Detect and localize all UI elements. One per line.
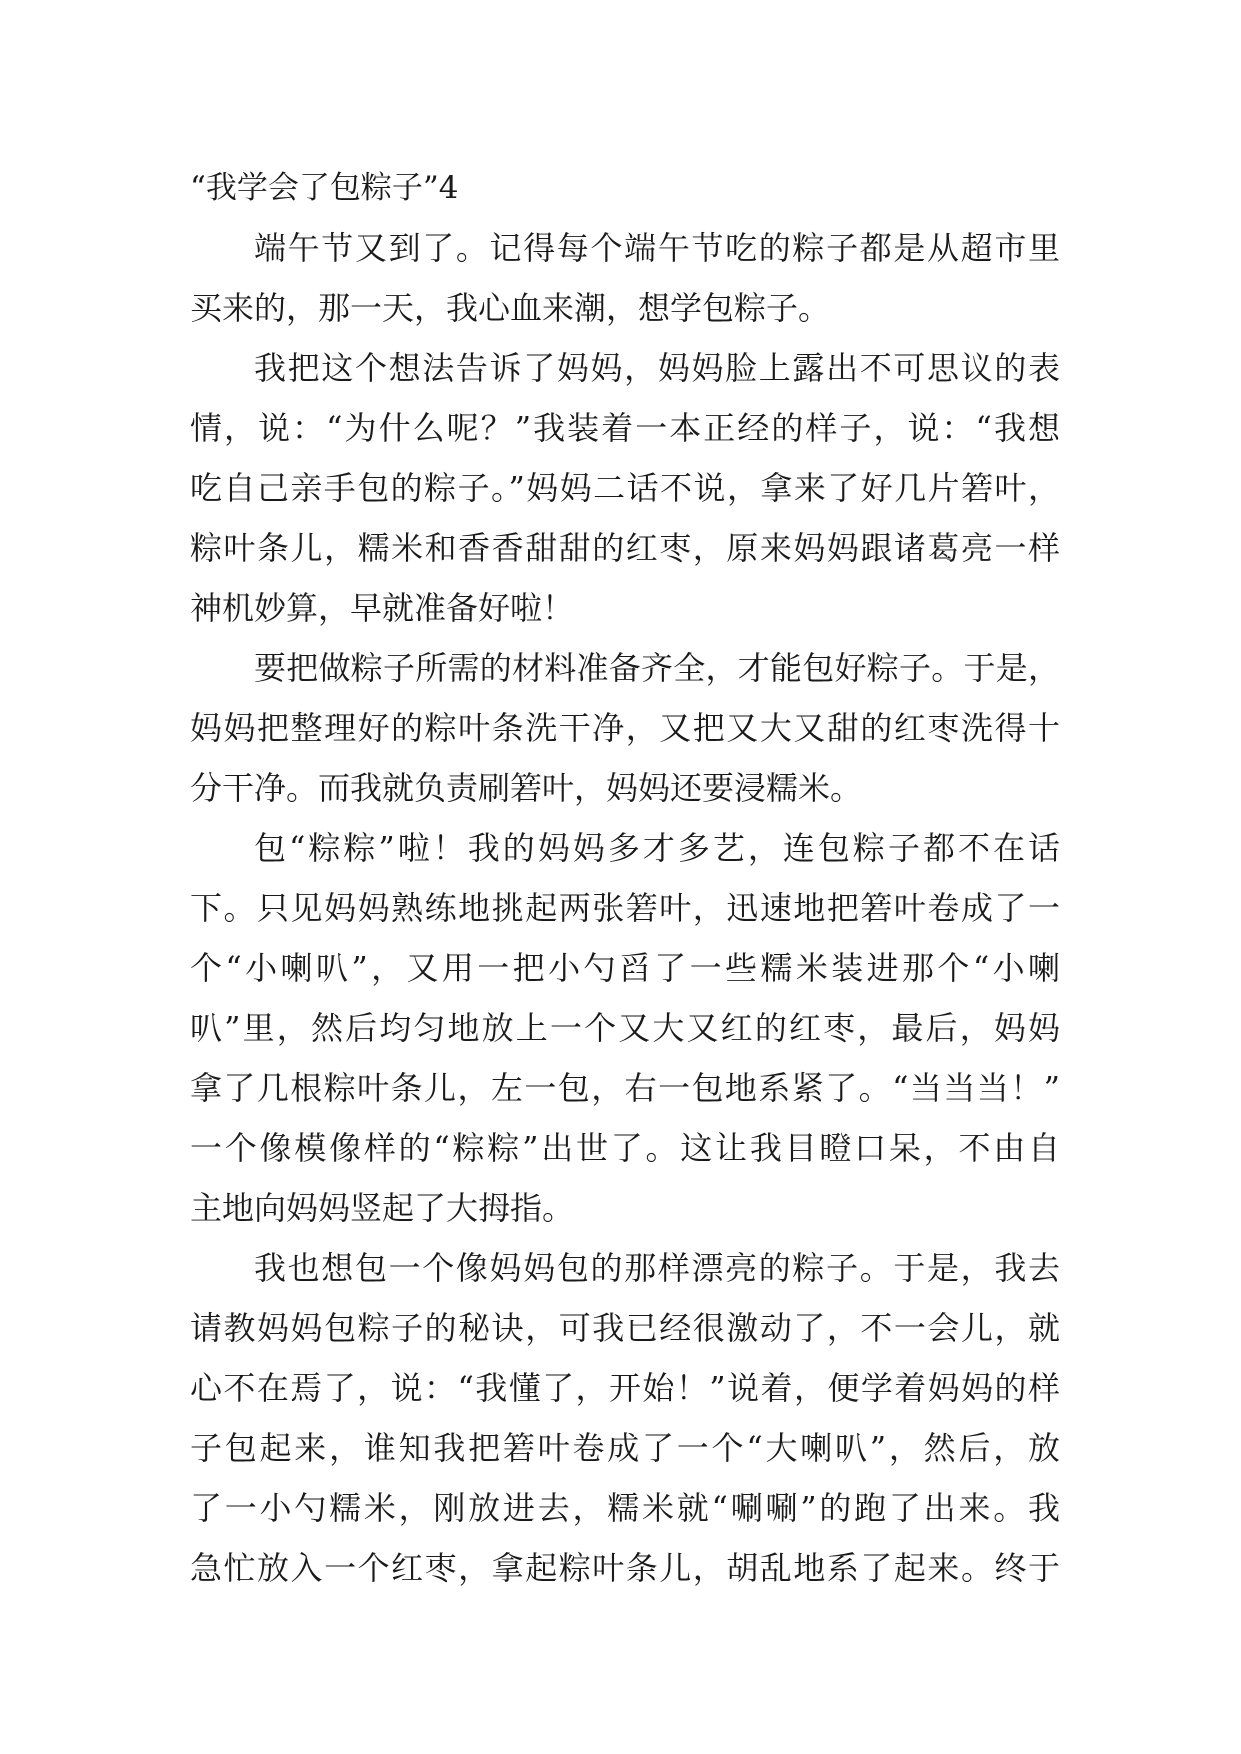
paragraph	[190, 638, 1060, 818]
document-title: “我学会了包粽子”4	[190, 170, 459, 206]
paragraph-line: 要把做粽子所需的材料准备齐全，才能包好粽子。于是，	[254, 649, 1060, 687]
paragraph-line: 急忙放入一个红枣，拿起粽叶条儿，胡乱地系了起来。终于	[190, 1549, 1060, 1587]
paragraph-line: 我把这个想法告诉了妈妈，妈妈脸上露出不可思议的表	[254, 349, 1060, 387]
paragraph	[190, 338, 1060, 638]
paragraph-line: 粽叶条儿，糯米和香香甜甜的红枣，原来妈妈跟诸葛亮一样	[190, 529, 1060, 567]
paragraph-line: 拿了几根粽叶条儿，左一包，右一包地系紧了。“当当当！”	[190, 1069, 1060, 1107]
paragraph-line: 包“粽粽”啦！我的妈妈多才多艺，连包粽子都不在话	[254, 829, 1060, 867]
paragraph	[190, 218, 1060, 338]
document-body	[190, 158, 1060, 1598]
paragraph-line: 情，说：“为什么呢？”我装着一本正经的样子，说：“我想	[190, 409, 1060, 447]
paragraph-line: 一个像模像样的“粽粽”出世了。这让我目瞪口呆，不由自	[190, 1129, 1060, 1167]
paragraph-line: 吃自己亲手包的粽子。”妈妈二话不说，拿来了好几片箬叶，	[190, 469, 1060, 507]
paragraph-line: 神机妙算，早就准备好啦！	[190, 589, 575, 627]
paragraph	[190, 1238, 1060, 1598]
paragraph-line: 主地向妈妈竖起了大拇指。	[190, 1189, 575, 1227]
paragraph-line: 子包起来，谁知我把箬叶卷成了一个“大喇叭”，然后，放	[190, 1429, 1060, 1467]
paragraph-line: 妈妈把整理好的粽叶条洗干净，又把又大又甜的红枣洗得十	[190, 709, 1060, 747]
paragraph-line: 买来的，那一天，我心血来潮，想学包粽子。	[190, 289, 831, 327]
paragraph	[190, 818, 1060, 1238]
paragraph-line: 下。只见妈妈熟练地挑起两张箬叶，迅速地把箬叶卷成了一	[190, 889, 1060, 927]
paragraph-line: 叭”里，然后均匀地放上一个又大又红的红枣，最后，妈妈	[190, 1009, 1060, 1047]
paragraph-line: 心不在焉了，说：“我懂了，开始！”说着，便学着妈妈的样	[190, 1369, 1060, 1407]
paragraph-line: 了一小勺糯米，刚放进去，糯米就“唰唰”的跑了出来。我	[190, 1489, 1060, 1527]
paragraph-list	[190, 218, 1060, 1598]
paragraph-line: 端午节又到了。记得每个端午节吃的粽子都是从超市里	[254, 229, 1060, 267]
paragraph-line: 分干净。而我就负责刷箬叶，妈妈还要浸糯米。	[190, 769, 863, 807]
paragraph-line: 个“小喇叭”，又用一把小勺舀了一些糯米装进那个“小喇	[190, 949, 1060, 987]
paragraph-line: 请教妈妈包粽子的秘诀，可我已经很激动了，不一会儿，就	[190, 1309, 1060, 1347]
paragraph-line: 我也想包一个像妈妈包的那样漂亮的粽子。于是，我去	[254, 1249, 1060, 1287]
